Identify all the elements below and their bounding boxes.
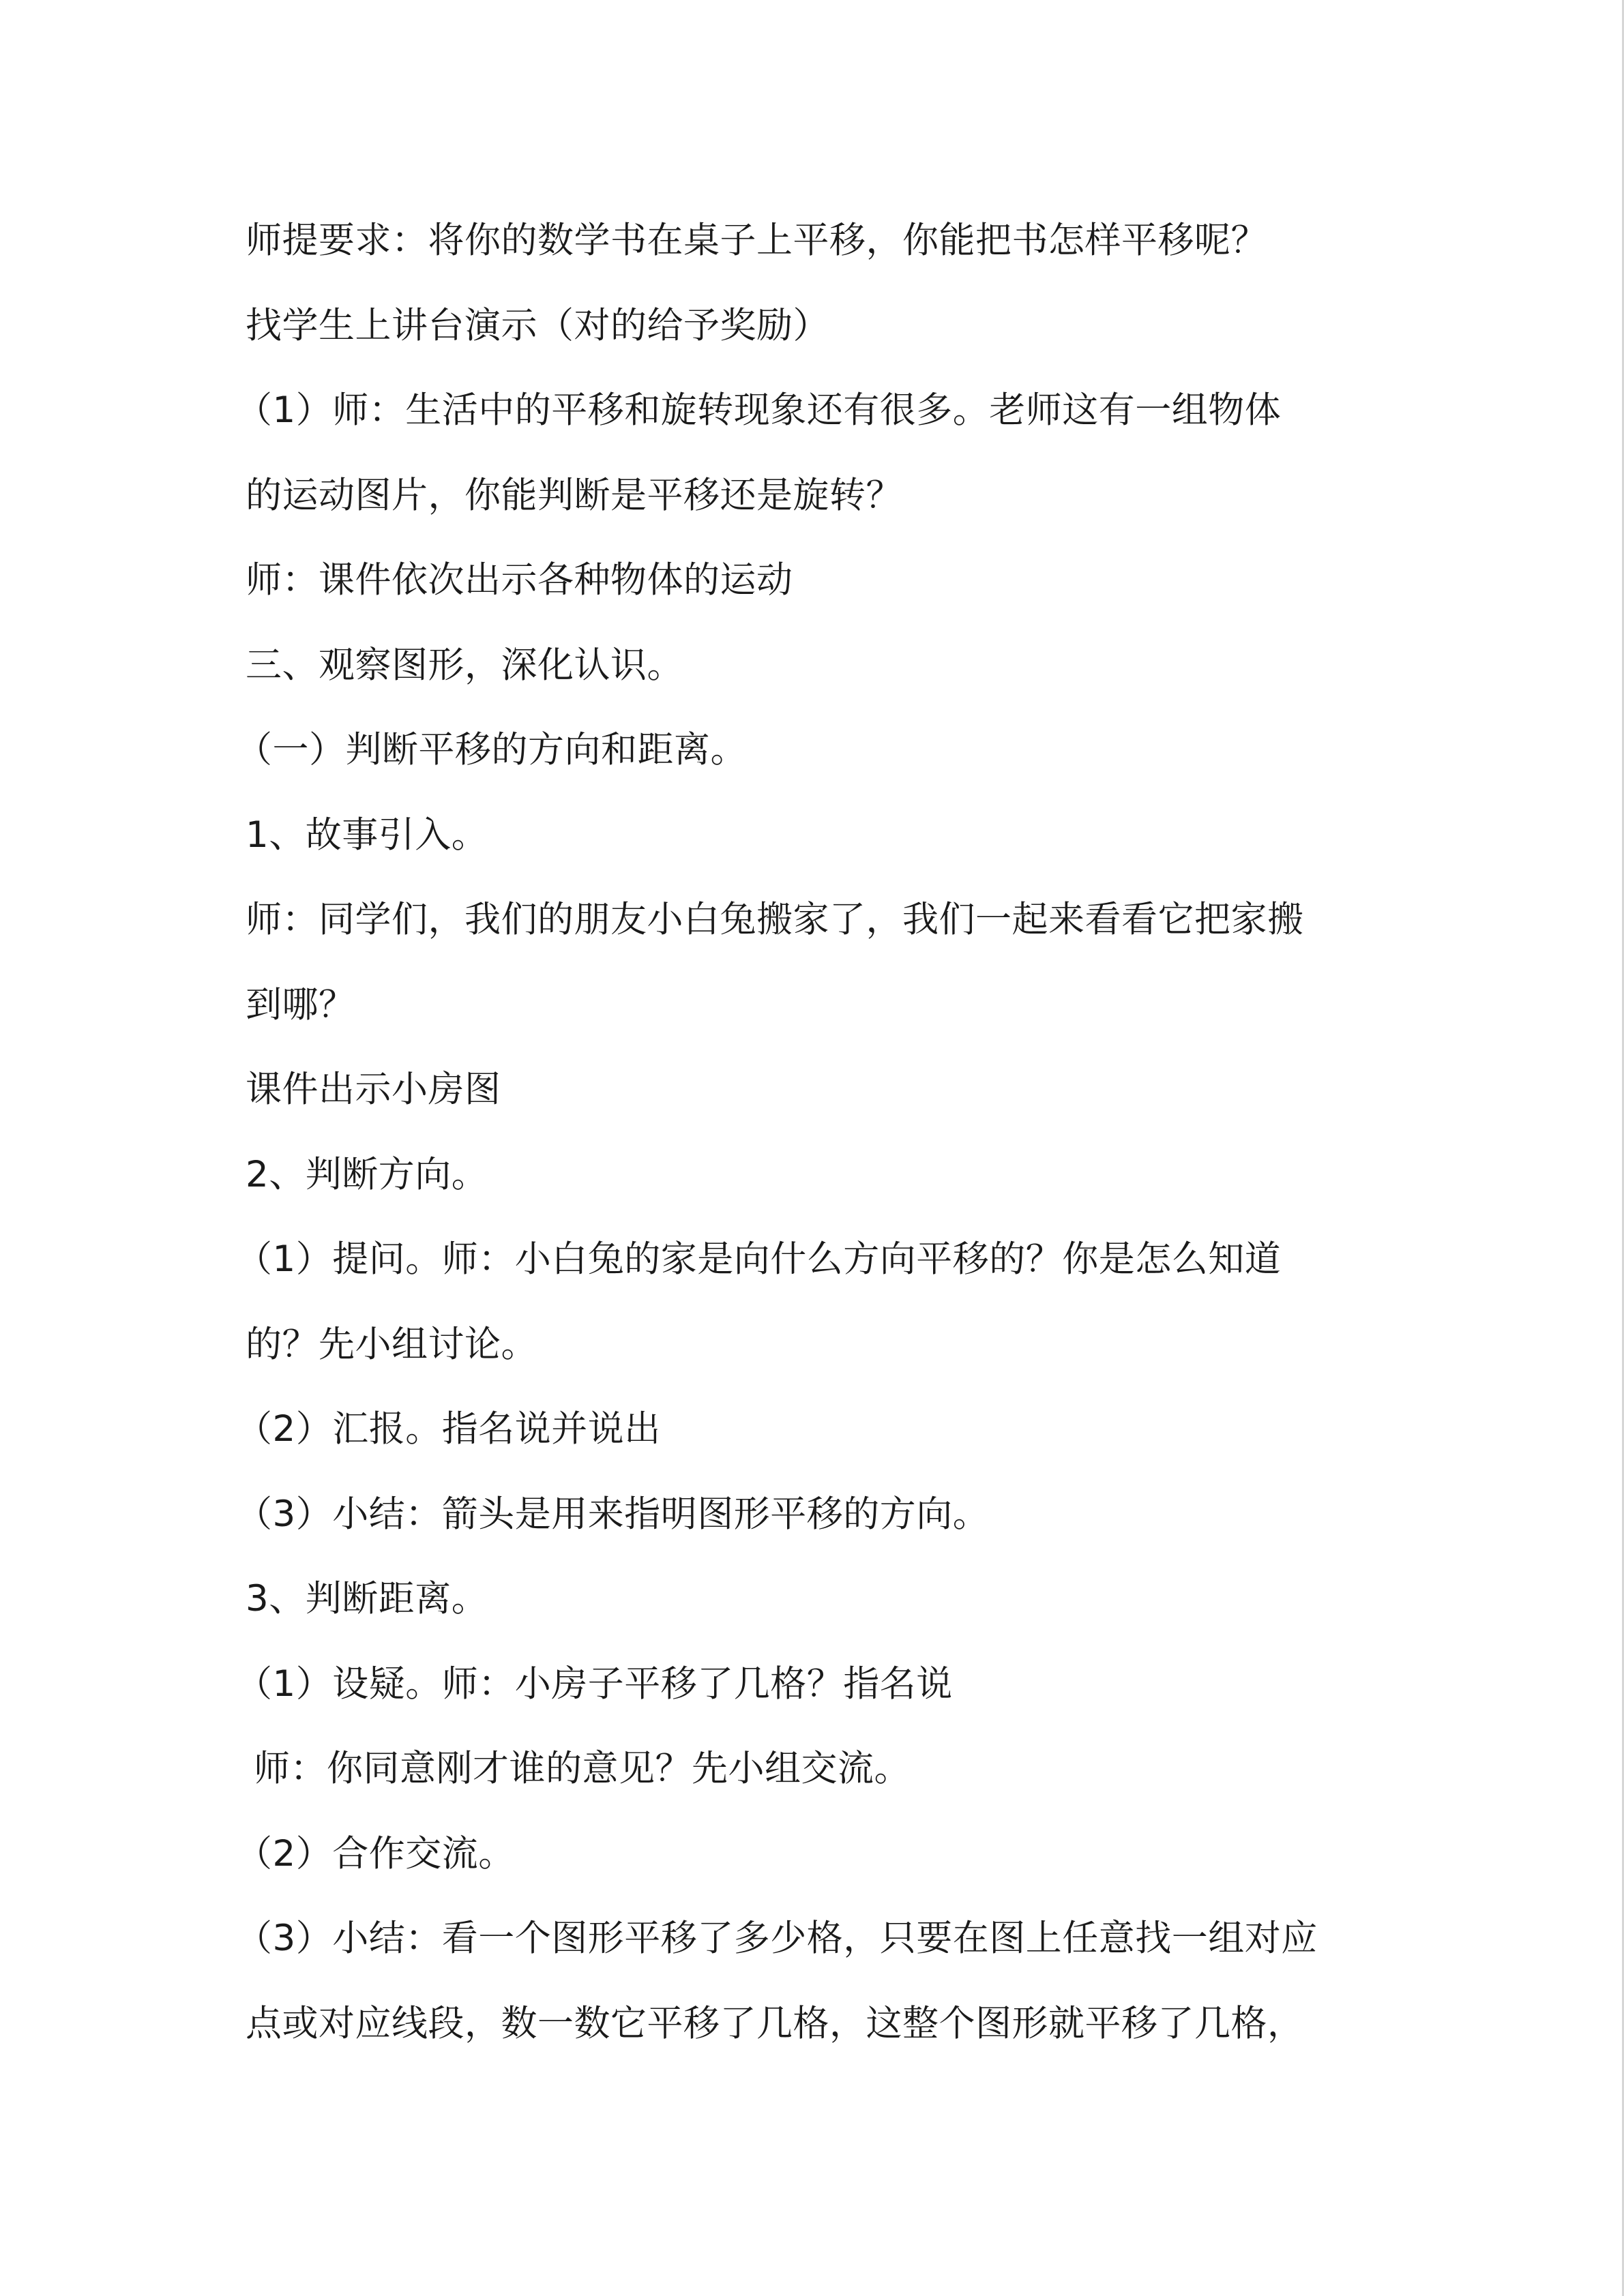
text-line: 找学生上讲台演示（对的给予奖励） <box>246 304 829 346</box>
text-line: 3、判断距离。 <box>246 1578 488 1620</box>
text-line: （2）合作交流。 <box>236 1832 515 1875</box>
text-line: 课件出示小房图 <box>246 1069 501 1110</box>
text-line: 三、观察图形，深化认识。 <box>246 644 683 686</box>
text-line: 的运动图片，你能判断是平移还是旋转？ <box>246 474 902 516</box>
text-line: 2、判断方向。 <box>246 1153 488 1195</box>
text-line: 师：课件依次出示各种物体的运动 <box>246 559 793 601</box>
text-line: （3）小结：箭头是用来指明图形平移的方向。 <box>236 1493 990 1535</box>
text-line: （2）汇报。指名说并说出 <box>236 1408 661 1450</box>
text-line: 点或对应线段，数一数它平移了几格，这整个图形就平移了几格， <box>246 2002 1304 2044</box>
text-line: （一）判断平移的方向和距离。 <box>236 729 747 771</box>
text-line: 师提要求：将你的数学书在桌子上平移，你能把书怎样平移呢？ <box>246 220 1267 261</box>
text-line: （1）提问。师：小白兔的家是向什么方向平移的？你是怎么知道 <box>236 1238 1282 1280</box>
text-line: 师：你同意刚才谁的意见？先小组交流。 <box>254 1748 911 1789</box>
text-line: （3）小结：看一个图形平移了多少格，只要在图上任意找一组对应 <box>236 1918 1318 1959</box>
text-line: （1）设疑。师：小房子平移了几格？指名说 <box>236 1663 953 1705</box>
text-line: 的？先小组讨论。 <box>246 1323 537 1365</box>
text-line: 师：同学们，我们的朋友小白兔搬家了，我们一起来看看它把家搬 <box>246 899 1304 940</box>
document-body <box>236 217 1405 2085</box>
text-line: 到哪？ <box>246 983 355 1026</box>
text-line: 1、故事引入。 <box>246 814 488 856</box>
text-line: （1）师：生活中的平移和旋转现象还有很多。老师这有一组物体 <box>236 389 1282 431</box>
